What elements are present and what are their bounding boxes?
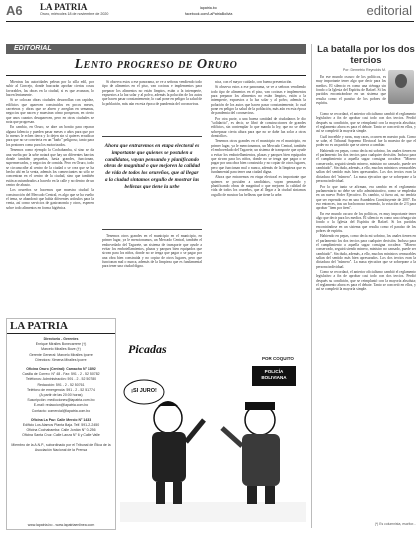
paragraph: Habiendo en pepas, como decía mi sobrino, los anales tienen en el parlamento los dos tercios para cualquier decisión. Incluso para el cumplimiento a aquella sagaz consigna cocalera: "Minero conservado, seguirá siendo minero, ministro no cansado, puede ser cambiado". Sin duda, además, a ello, muchos ministros censurables salían del sentido más bien apresurados. Los dos tercios eran la dictadura del "número". La masa ejecutiva que se sobrepone a la persona individual. <box>316 148 416 184</box>
paper-name: LA PATRIA <box>40 2 88 12</box>
paragraph: En ese mundo oscuro de los políticos, es muy importante tener algo que decir para los medios. El silencio es como una ciénaga sin fondo o la Iglesia del Espíritu de Rafael. Si los partidos encontrándose en un sistema que resulta como el paraíso de los pobres de espíritu. <box>316 75 386 106</box>
masthead-line: Marcelo Miralles Bove (†) <box>41 347 81 352</box>
paragraph: Cuál increíble y raras, muy raras, ocurren en nuestro país. Como se sabe, el Tribunal Supremo Electoral fue la muestra de que el poder no es un partido que se atreva a cambiar. <box>316 134 416 148</box>
masthead-rule <box>7 333 115 334</box>
paragraph: Si se colocan obras ciudades desarrollan con rapidez, edificios que aparecen construidos en pocos meses, carreteras y obras que se abren y arreglan en semanas, negocios que nacen y muestran cómo prosperan, en cierto que unos cuantos desaparecen, pero en otros ciudades se nota que progresan. <box>6 98 94 125</box>
paragraph: Los orureños se hacemos que muestra ciudad la construcción del Mercado Central, es algo que se ha vuelto el tema, se abandonó que había diferentes artículos para la venta, así como servicios de gastronomía y otros, esperen sobre todo alimentos en forma higiénica. <box>6 188 94 210</box>
web-link[interactable]: lapatria.bo <box>200 6 217 10</box>
editorial-column-middle-top <box>102 80 202 132</box>
editorial-column-2 <box>211 80 306 302</box>
cartoon-frame <box>120 362 306 522</box>
masthead-block <box>6 318 116 530</box>
editorial-column-middle-bottom <box>102 234 202 302</box>
paragraph: Tenemos como ejemplo la Cochabamba, sí sino se da una vuelta por la urbe notará que hay un diferentes barrios donde también pequeñas, hasta grandes, funcionan, supermercados, y negocios de comida. Pero en Oruro, todo se circunscribe al centro de la ciudad o se crea que se ha hecho ahí en la venta, además los comerciantes no sólo se concentran en el centro de la ciudad, sino que también están acostumbrados a hacerlo en la calle y no dentro de un centro de abasto. <box>6 148 94 187</box>
paragraph: Si observa estos a ese panorama, se ve a señoras vendiendo todo tipo de alimentos en el piso, van cocinas e implementos para preparar los alimentos no están limpios, están a la intemperie, expuestos a la luz solar y al polvo, además la polución de los autos que hacen pasar constantemente, lo cual pone en peligro la salud de la población, más aún en esta época de pandemia del coronavirus. <box>211 85 306 116</box>
section-name: editorial <box>366 3 412 18</box>
cartoon-brand-text: Picadas <box>128 342 167 356</box>
cartoon-signature: POR COQUITO <box>262 356 294 361</box>
paragraph: Por otra parte, a una buena cantidad de ciudadanos le dio "solidarito", es decir, se libró de construcciones de grandes edificios, sin contemplar lo que manda la ley, que no se debe sobrepasar cierta altura para que no se dañe luz solar a otros domicilios. <box>211 116 306 139</box>
paragraph: Tenemos otros grandes en el municipio en el municipio, en primer lugar, ya le mencionamos, un Mercado Central, también el embovedado del Tagarete, un sistema de transporte que ayude a evitar los embotellamientos, plazas y parques bien equipados que sirvan para los niños, donde no se tenga que pagar o se pagar por una obra bien construida y no copiar de otros lugares, pero que funcionan mal o nunca, además de la limpieza que es fundamental para tener una ciudad digna. <box>102 234 202 269</box>
paragraph: Si observa estos a ese panorama, se ve a señoras vendiendo todo tipo de alimentos en el piso, van cocinas e implementos para preparar los alimentos no están limpios, están a la intemperie, expuestos a la luz solar y al polvo, además la polución de los autos que hacen pasar constantemente, lo cual pone en peligro la salud de la población, más aún en esta época de pandemia del coronavirus. <box>102 80 202 106</box>
editorial-column-1 <box>6 80 94 302</box>
paragraph: Mientras las autoridades pelean por la silla edil, por subir al Concejo, donde buscarán aprobar ciertas cosas favorables, las obras en la ciudad, si es que avanzan, lo hacen lentamente. <box>6 80 94 98</box>
masthead-line[interactable]: Contacto: comercial@lapatria.com.bo <box>31 408 91 413</box>
editorial-block <box>6 44 306 304</box>
masthead-line: Edificio Los Alamos Planta Baja. Telf. 591-2-2450 <box>22 423 100 428</box>
masthead-line[interactable]: Suscripción: mediociones@lapatria.com.bo <box>27 398 95 403</box>
masthead-line: Miembro de la A.N.P., subordinado por el Tribunal de Ética de la Asociación Nacional de la Prensa <box>11 442 111 452</box>
editorial-title: Lento progreso de Oruro <box>74 57 238 72</box>
column-divider <box>311 44 312 528</box>
masthead-line: Casilla de Correo: N° 48 - Fax: 591 - 2 - 52 50782 <box>22 372 100 377</box>
masthead-lines <box>9 337 113 515</box>
opinion-text-top <box>316 75 386 111</box>
paragraph: nica, con el mayor cuidado, con buena presentación. <box>215 80 293 84</box>
paragraph: Por lo que tanto se afirman, era cambio en el reglamento parlamentario no debe ser sólo administrativo, como se empleaba en un nuevo Poder Ejecutivo. Es cambio, si fuera asi, no tendría que ser esperado eso en una Asamblea Constituyente de 2007. En eso entonces, tras un bochornoso tremendo, la votación de 2/3 para aprobar "ítem por ítem". <box>316 184 416 211</box>
paragraph: Como se recordará, el anterior oficialismo cambió el reglamento legislativo a fin de aprobar casi todo con dos tercios. Perdió después su condición, que se reimplantó con la mayoría absoluta; el reglamento ahora es para el debate. Tanto se concretó en ellos, y así se completó la mayoría simple. <box>316 112 416 134</box>
pullquote-text: Ahora que entraremos en etapa electoral es importante que quienes se postulen a candidatos, vayan pensando y planificando obras de magnitud o que mejoren la calidad de vida de todos los orureños, que al llegar a la ciudad sintamos orgullo de mostrar las bellezas que tiene la urbe <box>104 143 200 190</box>
paragraph: Ahora que entraremos en etapa electoral es importante que quienes se postulen a candidatos, vayan pensando y planificando obras de magnitud o que mejoren la calidad de vida de todos los orureños, que al llegar a la ciudad sintamos orgullo de mostrar las bellezas que tiene la urbe. <box>211 175 306 197</box>
masthead-line: Oficina La Paz: Calle Mercio N° 1433 <box>30 417 92 422</box>
masthead-line: Teléfonos: Administración: 591 - 2 - 52 50780 <box>25 377 97 382</box>
police-badge-sign: POLICÍA BOLIVIANA <box>261 369 287 380</box>
masthead-line: Oficina Santa Cruz: Calle Lanza N° 6 y Calle Valle <box>22 433 100 438</box>
masthead-line[interactable]: E-mail: redaccion@lapatria.com.bo <box>33 403 89 408</box>
paragraph: En cambio, en Oruro, se abre un bonito para reparar alguna falencia y pueden pasar meses o años para que por lo menos le echen tierra y lo dejen sin sí quieres erradicar para que no se convierta en un "baño" peligroso, tanto para los peatones como para los motorizados. <box>6 125 94 147</box>
paragraph: En ese mundo oscuro de los políticos, es muy importante tener algo que decir para los medios. El silencio es como una ciénaga sin fondo o la Iglesia del Espíritu de Rafael. Si los partidos encontrándose en un sistema que resulta como el paraíso de los pobres de espíritu. <box>316 211 416 233</box>
cartoon-illustration <box>120 362 306 522</box>
masthead-line: Directora: Ximena Miralles Iporre <box>35 357 87 362</box>
masthead-line: Redacción: 591 - 2 - 52 50761 <box>37 382 85 387</box>
opinion-title: La batalla por los dos tercios <box>317 44 415 66</box>
masthead-line: Oficina Cochabamba: Calle Jordán N° 0-256 <box>26 428 96 433</box>
facebook-link[interactable]: facebook.com/LaPatriaBolivia <box>185 12 233 16</box>
page-header <box>0 0 420 30</box>
author-photo <box>388 70 414 104</box>
cartoon-block <box>120 340 306 528</box>
masthead-line: Oficina Oruro (Central): Camacho N° 1892 <box>26 367 96 372</box>
masthead-line: Teléfono de emergencia: 591 - 2 - 52 51774 <box>27 387 95 392</box>
masthead-line: Gerente General: Marcelo Miralles Iporre <box>29 352 93 357</box>
masthead-footer[interactable]: www.lapatria.bo - www.lapatriaenlinea.com <box>27 523 95 527</box>
opinion-credit: (*) Es columnista, escritor... <box>374 522 416 526</box>
editorial-pullquote <box>102 136 202 230</box>
paragraph: Habiendo en pepas, como decía mi sobrino, los anales tienen en el parlamento los dos tercios para cualquier decisión. Incluso para el cumplimiento a aquella sagaz consigna cocalera: "Minero conservado, seguirá siendo minero, ministro no cansado, puede ser cambiado". Sin duda, además, a ello, muchos ministros censurables salían del sentido más bien apresurados. Los dos tercios eran la dictadura del "número". La masa ejecutiva que se sobrepone a la persona individual. <box>316 234 416 269</box>
masthead-line: (A partir de las 20:00 horas) <box>39 393 83 398</box>
opinion-author: Por: Demetrio Reynolds M. <box>342 68 386 72</box>
masthead-line: Enrique Miralles Bonecarrere (†) <box>35 342 87 347</box>
masthead-title: LA PATRIA <box>10 320 68 332</box>
editorial-title-rule <box>6 75 306 76</box>
paragraph: Como se recordará, el anterior oficialismo cambió el reglamento legislativo a fin de aprobar casi todo con dos tercios. Perdió después su condición, que se reimplantó con la mayoría absoluta; el reglamento ahora es para el debate. Tanto se concretó en ellos, y así se completó la mayoría simple. <box>316 270 416 292</box>
paragraph: Tenemos otros grandes en el municipio en el municipio, en primer lugar, ya le mencionamos, un Mercado Central, también el embovedado del Tagarete, un sistema de transporte que ayude a evitar los embotellamientos, plazas y parques bien equipados que sirvan para los niños, donde no se tenga que pagar o se pagar por una obra bien construida y no copiar de otros lugares, pero que funcionan mal o nunca, además de la limpieza que es fundamental para tener una ciudad digna. <box>211 139 306 174</box>
date-line: Oruro, miércoles 18 de noviembre de 2020 <box>40 12 109 16</box>
masthead-line: Directorio - Gerentes <box>43 337 79 341</box>
header-rule <box>6 21 414 22</box>
editorial-label: EDITORIAL <box>14 45 52 52</box>
cartoon-brand <box>124 340 180 360</box>
speech-bubble-text: ¡SI JURO! <box>131 388 157 394</box>
opinion-block <box>316 44 416 530</box>
opinion-text <box>316 112 416 520</box>
page-number: A6 <box>6 3 23 18</box>
author-head-icon <box>395 74 407 88</box>
